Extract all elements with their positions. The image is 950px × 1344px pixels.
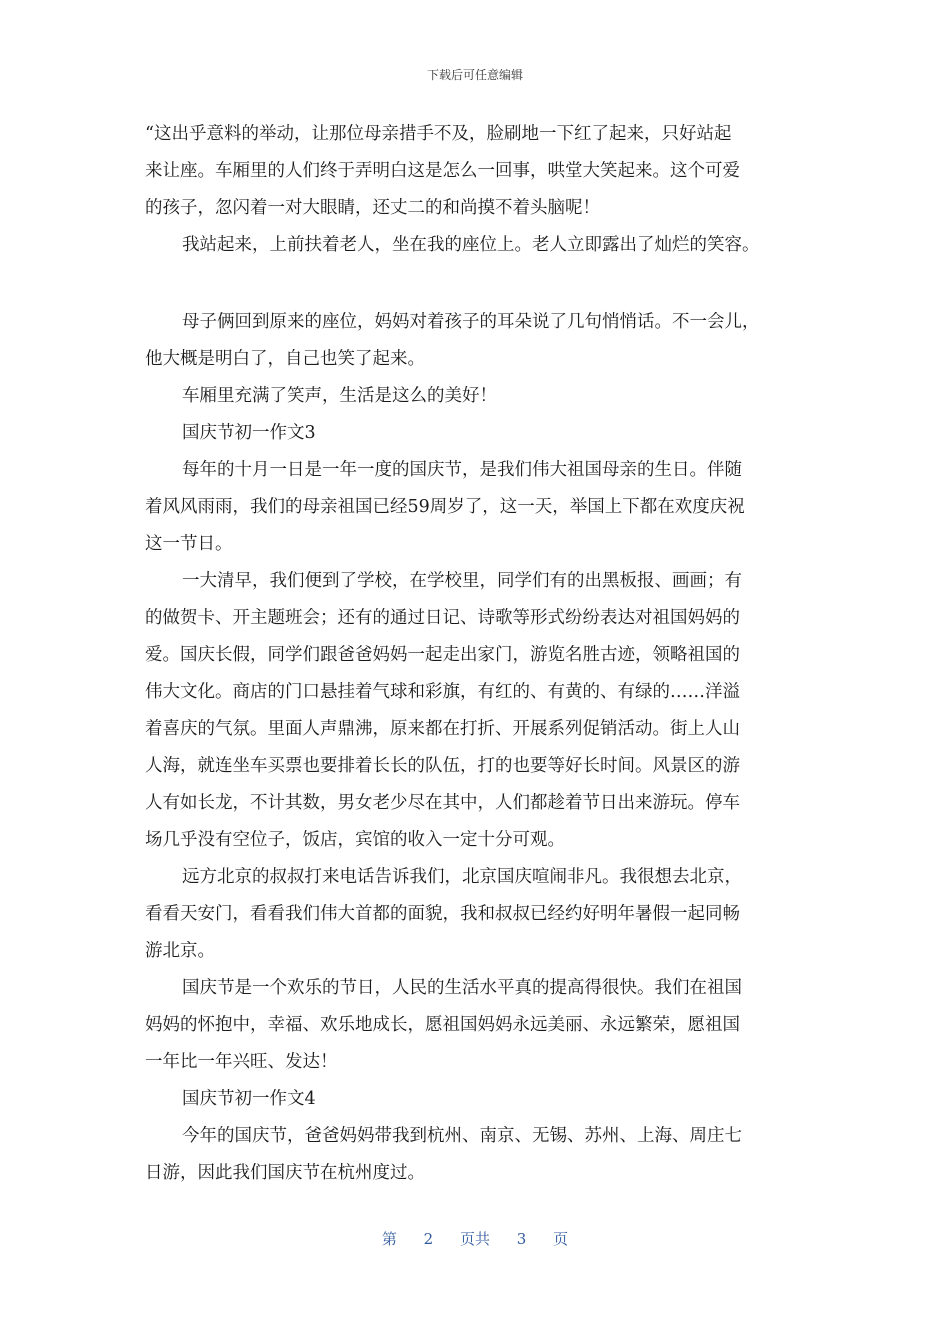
- paragraph: [145, 452, 810, 563]
- text-line: 他大概是明白了，自己也笑了起来。: [145, 349, 425, 369]
- text-line: 看看天安门，看看我们伟大首都的面貌，我和叔叔已经约好明年暑假一起同畅: [145, 904, 740, 924]
- text-line: 国庆节初一作文3: [182, 423, 316, 443]
- text-line: 母子俩回到原来的座位，妈妈对着孩子的耳朵说了几句悄悄话。不一会儿，: [182, 312, 760, 332]
- document-body: [145, 116, 810, 1192]
- paragraph: [145, 1118, 810, 1192]
- text-line: 一大清早，我们便到了学校，在学校里，同学们有的出黑板报、画画；有: [182, 571, 742, 591]
- text-line: 来让座。车厢里的人们终于弄明白这是怎么一回事，哄堂大笑起来。这个可爱: [145, 161, 740, 181]
- text-line: 人海，就连坐车买票也要排着长长的队伍，打的也要等好长时间。风景区的游: [145, 756, 740, 776]
- text-line: 每年的十月一日是一年一度的国庆节，是我们伟大祖国母亲的生日。伴随: [182, 460, 742, 480]
- text-line: 车厢里充满了笑声，生活是这么的美好！: [182, 386, 497, 406]
- text-line: “这出乎意料的举动，让那位母亲措手不及，脸刷地一下红了起来，只好站起: [145, 124, 732, 144]
- text-line: 妈妈的怀抱中，幸福、欢乐地成长，愿祖国妈妈永远美丽、永远繁荣，愿祖国: [145, 1015, 740, 1035]
- text-line: 今年的国庆节，爸爸妈妈带我到杭州、南京、无锡、苏州、上海、周庄七: [182, 1126, 742, 1146]
- text-line: 伟大文化。商店的门口悬挂着气球和彩旗，有红的、有黄的、有绿的……洋溢: [145, 682, 740, 702]
- paragraph: [145, 116, 810, 227]
- text-line: 游北京。: [145, 941, 215, 961]
- text-line: 的做贺卡、开主题班会；还有的通过日记、诗歌等形式纷纷表达对祖国妈妈的: [145, 608, 740, 628]
- paragraph: [145, 1081, 810, 1118]
- text-line: 国庆节是一个欢乐的节日，人民的生活水平真的提高得很快。我们在祖国: [182, 978, 742, 998]
- paragraph: [145, 859, 810, 970]
- footer-prefix: 第: [381, 1230, 397, 1248]
- text-line: 场几乎没有空位子，饭店，宾馆的收入一定十分可观。: [145, 830, 565, 850]
- paragraph: [145, 304, 810, 378]
- text-line: 我站起来，上前扶着老人，坐在我的座位上。老人立即露出了灿烂的笑容。: [182, 235, 760, 255]
- footer-suffix: 页: [553, 1230, 569, 1248]
- text-line: 一年比一年兴旺、发达！: [145, 1052, 338, 1072]
- page-footer: [0, 1228, 950, 1249]
- footer-current-page: 2: [423, 1230, 434, 1248]
- text-line: 这一节日。: [145, 534, 233, 554]
- text-line: 日游，因此我们国庆节在杭州度过。: [145, 1163, 425, 1183]
- paragraph: [145, 378, 810, 415]
- paragraph: [145, 563, 810, 859]
- text-line: 着喜庆的气氛。里面人声鼎沸，原来都在打折、开展系列促销活动。街上人山: [145, 719, 740, 739]
- text-line: 国庆节初一作文4: [182, 1089, 316, 1109]
- text-line: 远方北京的叔叔打来电话告诉我们，北京国庆喧闹非凡。我很想去北京，: [182, 867, 742, 887]
- text-line: 人有如长龙，不计其数，男女老少尽在其中，人们都趁着节日出来游玩。停车: [145, 793, 740, 813]
- footer-total-pages: 3: [516, 1230, 527, 1248]
- text-line: 着风风雨雨，我们的母亲祖国已经59周岁了，这一天，举国上下都在欢度庆祝: [145, 497, 745, 517]
- paragraph: [145, 415, 810, 452]
- text-line: 的孩子，忽闪着一对大眼睛，还丈二的和尚摸不着头脑呢！: [145, 198, 600, 218]
- paragraph: [145, 227, 810, 264]
- page-header-note: 下载后可任意编辑: [426, 68, 523, 82]
- paragraph: [145, 970, 810, 1081]
- footer-middle: 页共: [459, 1230, 490, 1248]
- text-line: 爱。国庆长假，同学们跟爸爸妈妈一起走出家门，游览名胜古迹，领略祖国的: [145, 645, 740, 665]
- paragraph-gap: [145, 264, 810, 304]
